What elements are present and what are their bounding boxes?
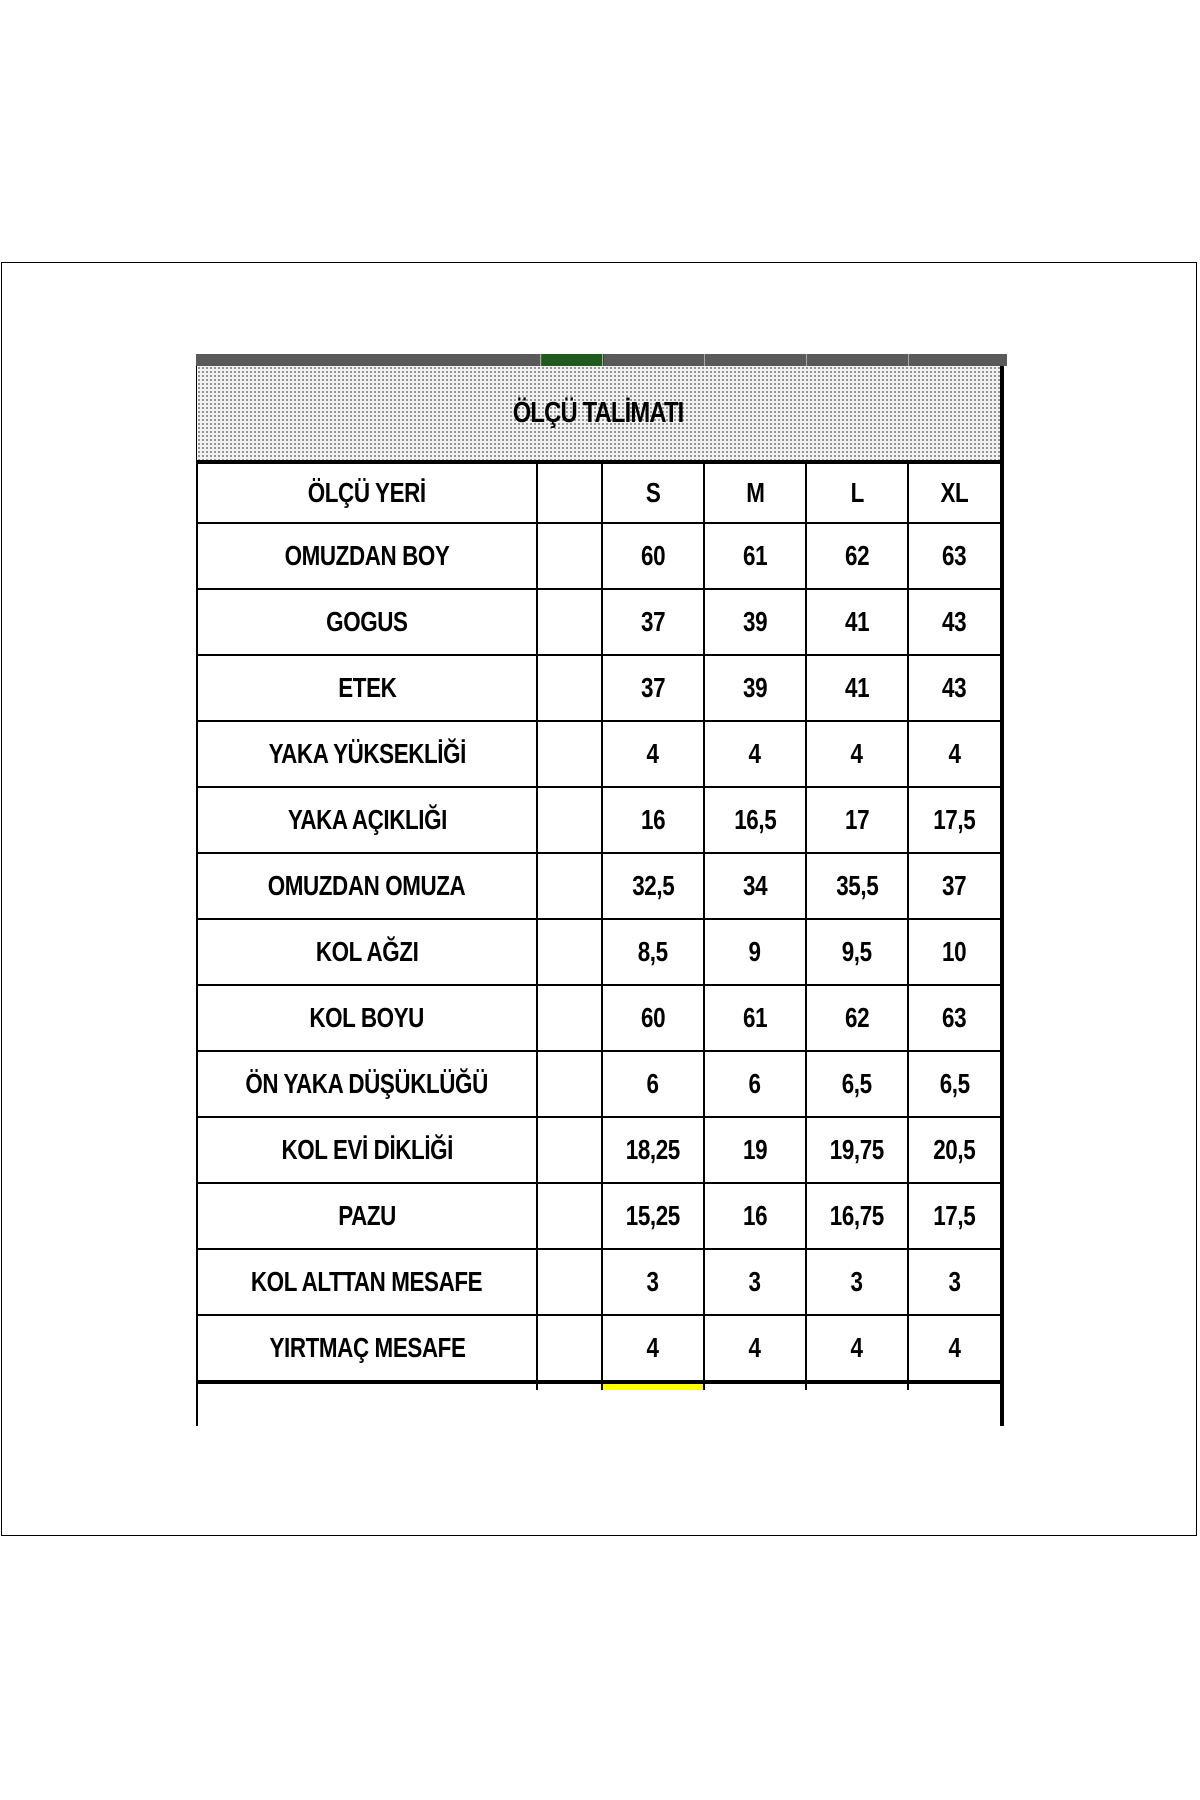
value-cell-m[interactable]: 34 xyxy=(704,853,806,919)
row-label-cell[interactable]: PAZU xyxy=(197,1183,537,1249)
row-blank-cell[interactable] xyxy=(537,1183,602,1249)
value-cell-xl[interactable]: 6,5 xyxy=(908,1051,1001,1117)
column-header-strip xyxy=(196,354,1007,366)
row-blank-cell[interactable] xyxy=(537,589,602,655)
value-cell-s[interactable]: 15,25 xyxy=(602,1183,704,1249)
row-label-cell[interactable]: YAKA YÜKSEKLİĞİ xyxy=(197,721,537,787)
partial-cell[interactable] xyxy=(537,1382,602,1390)
value-cell-s[interactable]: 8,5 xyxy=(602,919,704,985)
value-cell-xl[interactable]: 10 xyxy=(908,919,1001,985)
table-row xyxy=(197,1315,1001,1382)
table-row xyxy=(197,589,1001,655)
header-cell-xl[interactable]: XL xyxy=(908,463,1001,523)
row-label-cell[interactable]: KOL AĞZI xyxy=(197,919,537,985)
size-table xyxy=(196,462,1002,1390)
value-cell-s[interactable]: 32,5 xyxy=(602,853,704,919)
value-cell-l[interactable]: 9,5 xyxy=(806,919,908,985)
table-row xyxy=(197,1249,1001,1315)
partial-row xyxy=(197,1382,1001,1390)
value-cell-s[interactable]: 37 xyxy=(602,655,704,721)
value-cell-m[interactable]: 19 xyxy=(704,1117,806,1183)
value-cell-l[interactable]: 62 xyxy=(806,523,908,589)
row-label-cell[interactable]: OMUZDAN BOY xyxy=(197,523,537,589)
table-row xyxy=(197,919,1001,985)
table-row xyxy=(197,1117,1001,1183)
value-cell-xl[interactable]: 63 xyxy=(908,523,1001,589)
value-cell-l[interactable]: 17 xyxy=(806,787,908,853)
table-row xyxy=(197,655,1001,721)
header-cell-blank[interactable] xyxy=(537,463,602,523)
table-row xyxy=(197,1183,1001,1249)
value-cell-l[interactable]: 3 xyxy=(806,1249,908,1315)
value-cell-l[interactable]: 19,75 xyxy=(806,1117,908,1183)
table-row xyxy=(197,1051,1001,1117)
header-cell-m[interactable]: M xyxy=(704,463,806,523)
value-cell-s[interactable]: 3 xyxy=(602,1249,704,1315)
value-cell-m[interactable]: 6 xyxy=(704,1051,806,1117)
sheet-right-border xyxy=(1000,366,1004,1426)
row-blank-cell[interactable] xyxy=(537,787,602,853)
value-cell-s[interactable]: 37 xyxy=(602,589,704,655)
row-label-cell[interactable]: YAKA AÇIKLIĞI xyxy=(197,787,537,853)
table-row xyxy=(197,787,1001,853)
row-label-cell[interactable]: KOL EVİ DİKLİĞİ xyxy=(197,1117,537,1183)
value-cell-l[interactable]: 41 xyxy=(806,655,908,721)
row-blank-cell[interactable] xyxy=(537,1315,602,1382)
row-blank-cell[interactable] xyxy=(537,655,602,721)
value-cell-m[interactable]: 9 xyxy=(704,919,806,985)
value-cell-xl[interactable]: 20,5 xyxy=(908,1117,1001,1183)
value-cell-l[interactable]: 4 xyxy=(806,1315,908,1382)
value-cell-m[interactable]: 3 xyxy=(704,1249,806,1315)
value-cell-l[interactable]: 4 xyxy=(806,721,908,787)
header-cell-label[interactable]: ÖLÇÜ YERİ xyxy=(197,463,537,523)
row-blank-cell[interactable] xyxy=(537,1249,602,1315)
value-cell-m[interactable]: 39 xyxy=(704,655,806,721)
table-row xyxy=(197,523,1001,589)
value-cell-s[interactable]: 6 xyxy=(602,1051,704,1117)
partial-cell[interactable] xyxy=(197,1382,537,1390)
value-cell-xl[interactable]: 37 xyxy=(908,853,1001,919)
value-cell-xl[interactable]: 43 xyxy=(908,589,1001,655)
value-cell-s[interactable]: 60 xyxy=(602,985,704,1051)
row-label-cell[interactable]: KOL ALTTAN MESAFE xyxy=(197,1249,537,1315)
value-cell-s[interactable]: 4 xyxy=(602,721,704,787)
title-band[interactable] xyxy=(197,366,1000,462)
selected-cell[interactable] xyxy=(602,1382,704,1390)
row-label-cell[interactable]: ETEK xyxy=(197,655,537,721)
row-blank-cell[interactable] xyxy=(537,985,602,1051)
table-row xyxy=(197,985,1001,1051)
value-cell-m[interactable]: 39 xyxy=(704,589,806,655)
partial-cell[interactable] xyxy=(908,1382,1001,1390)
value-cell-l[interactable]: 16,75 xyxy=(806,1183,908,1249)
value-cell-m[interactable]: 16,5 xyxy=(704,787,806,853)
row-label-cell[interactable]: GOGUS xyxy=(197,589,537,655)
row-label-cell[interactable]: YIRTMAÇ MESAFE xyxy=(197,1315,537,1382)
value-cell-s[interactable]: 60 xyxy=(602,523,704,589)
row-blank-cell[interactable] xyxy=(537,721,602,787)
value-cell-xl[interactable]: 17,5 xyxy=(908,1183,1001,1249)
value-cell-xl[interactable]: 43 xyxy=(908,655,1001,721)
value-cell-s[interactable]: 16 xyxy=(602,787,704,853)
header-cell-l[interactable]: L xyxy=(806,463,908,523)
value-cell-l[interactable]: 35,5 xyxy=(806,853,908,919)
header-row xyxy=(197,463,1001,523)
selected-column-header[interactable] xyxy=(542,354,604,366)
value-cell-m[interactable]: 16 xyxy=(704,1183,806,1249)
row-label-cell[interactable]: ÖN YAKA DÜŞÜKLÜĞÜ xyxy=(197,1051,537,1117)
table-row xyxy=(197,721,1001,787)
row-label-cell[interactable]: OMUZDAN OMUZA xyxy=(197,853,537,919)
size-chart-sheet xyxy=(196,354,1007,1426)
value-cell-l[interactable]: 62 xyxy=(806,985,908,1051)
value-cell-m[interactable]: 4 xyxy=(704,1315,806,1382)
chart-title: ÖLÇÜ TALİMATI xyxy=(513,396,684,429)
table-row xyxy=(197,853,1001,919)
value-cell-xl[interactable]: 4 xyxy=(908,721,1001,787)
value-cell-l[interactable]: 6,5 xyxy=(806,1051,908,1117)
value-cell-s[interactable]: 18,25 xyxy=(602,1117,704,1183)
row-blank-cell[interactable] xyxy=(537,1117,602,1183)
partial-cell[interactable] xyxy=(704,1382,806,1390)
row-blank-cell[interactable] xyxy=(537,853,602,919)
row-blank-cell[interactable] xyxy=(537,919,602,985)
value-cell-s[interactable]: 4 xyxy=(602,1315,704,1382)
value-cell-xl[interactable]: 17,5 xyxy=(908,787,1001,853)
row-label-cell[interactable]: KOL BOYU xyxy=(197,985,537,1051)
value-cell-xl[interactable]: 63 xyxy=(908,985,1001,1051)
row-blank-cell[interactable] xyxy=(537,1051,602,1117)
value-cell-xl[interactable]: 3 xyxy=(908,1249,1001,1315)
value-cell-m[interactable]: 61 xyxy=(704,985,806,1051)
value-cell-xl[interactable]: 4 xyxy=(908,1315,1001,1382)
value-cell-m[interactable]: 61 xyxy=(704,523,806,589)
value-cell-l[interactable]: 41 xyxy=(806,589,908,655)
header-cell-s[interactable]: S xyxy=(602,463,704,523)
value-cell-m[interactable]: 4 xyxy=(704,721,806,787)
partial-cell[interactable] xyxy=(806,1382,908,1390)
row-blank-cell[interactable] xyxy=(537,523,602,589)
